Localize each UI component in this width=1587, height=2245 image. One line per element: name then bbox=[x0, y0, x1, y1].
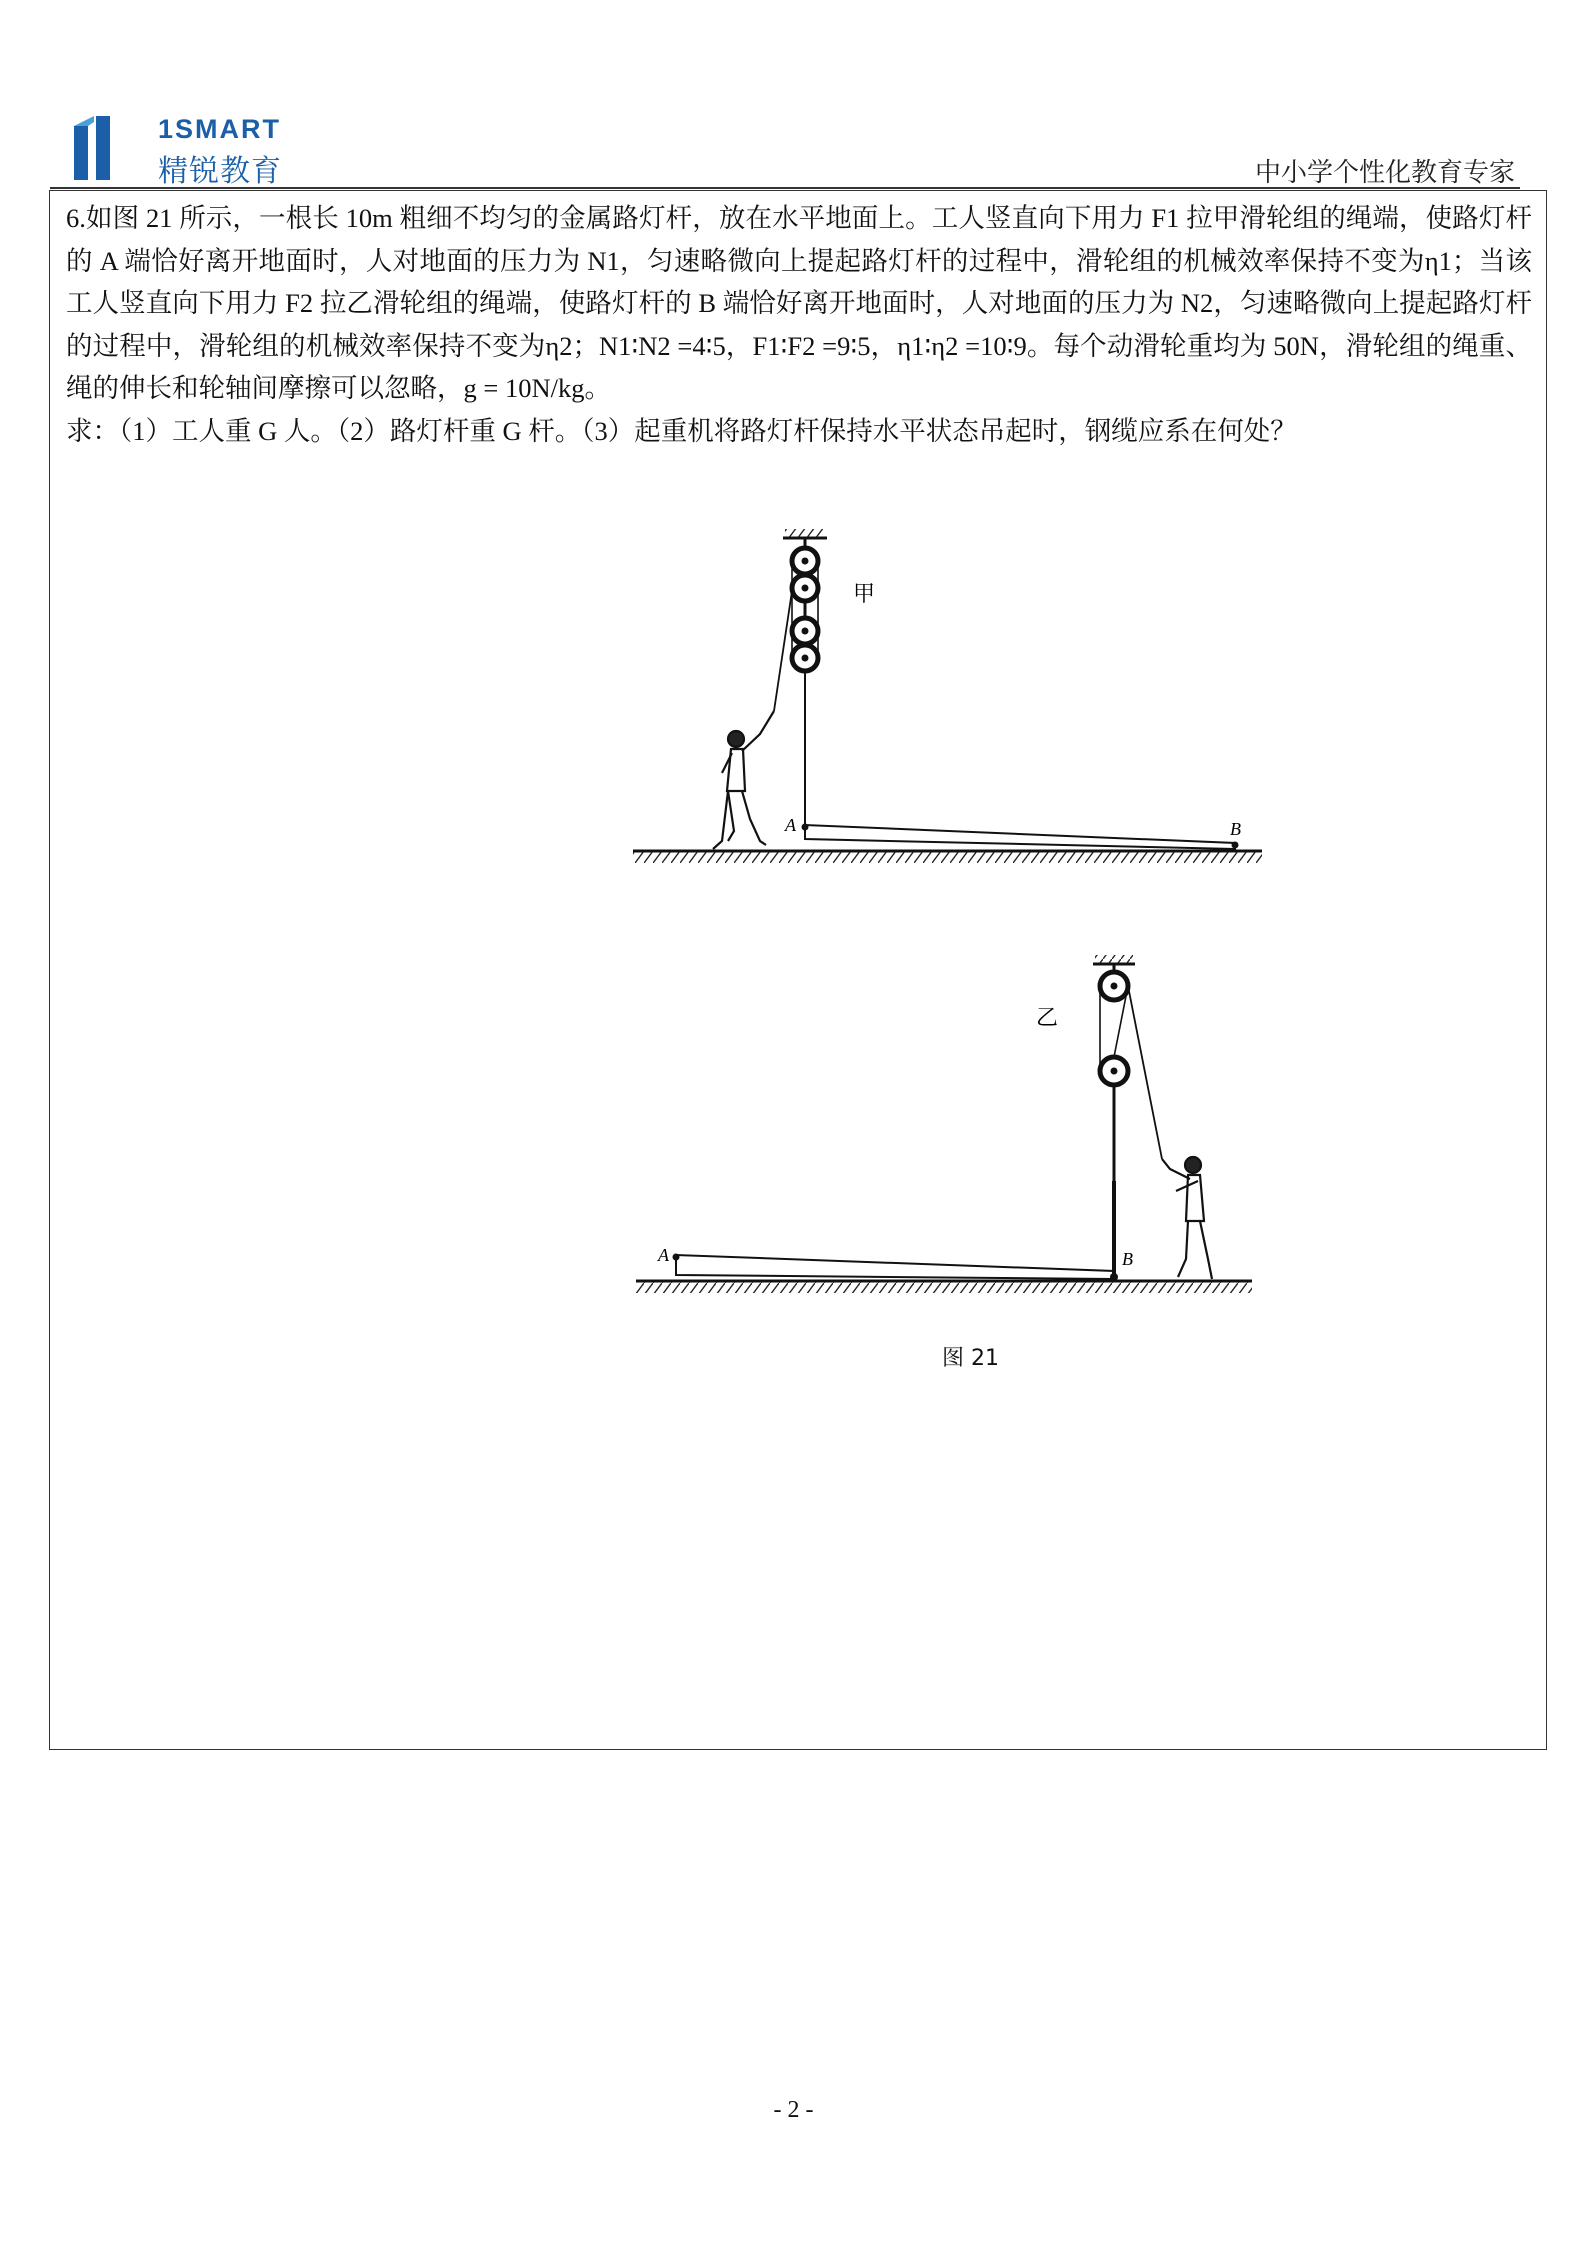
end-b-label-jia: B bbox=[1230, 819, 1241, 839]
logo-mark-icon bbox=[72, 116, 152, 180]
problem-statement: 6.如图 21 所示，一根长 10m 粗细不均匀的金属路灯杆，放在水平地面上。工人竖直向下用力 F1 拉甲滑轮组的绳端，使路灯杆的 A 端恰好离开地面时，人对地面的压力为 N1，匀速略微向上提起路灯杆的过程中，滑轮组的机械效率保持不变为η1；当该工人竖直向下用力 F2 拉乙滑轮组的绳端，使路灯杆的 B 端恰好离开地面时，人对地面的压力为 N2，匀速略微向上提起路灯杆的过程中，滑轮组的机械效率保持不变为η2；N1∶N2 =4∶5，F1∶F2 =9∶5，η1∶η2 =10∶9。每个动滑轮重均为 50N，滑轮组的绳重、绳的伸长和轮轴间摩擦可以忽略，g = 10N/kg。 bbox=[66, 203, 1532, 403]
label-jia: 甲 bbox=[853, 582, 876, 607]
end-a-label-jia: A bbox=[785, 815, 796, 835]
figure-jia bbox=[633, 529, 1262, 863]
end-a-label-yi: A bbox=[658, 1245, 669, 1265]
logo-text-cn: 精锐教育 bbox=[158, 154, 282, 189]
pulley-group-yi bbox=[1100, 972, 1128, 1181]
figure-yi bbox=[636, 955, 1252, 1293]
problem-frame bbox=[49, 190, 1547, 1750]
pulley-group-jia bbox=[792, 548, 818, 671]
end-b-label-yi: B bbox=[1122, 1249, 1133, 1269]
lamp-pole-yi bbox=[673, 1181, 1119, 1281]
figure-caption: 图 21 bbox=[942, 1346, 999, 1371]
worker-yi bbox=[1162, 1157, 1212, 1279]
label-yi: 乙 bbox=[1036, 1006, 1059, 1031]
pulley-figure bbox=[50, 191, 1548, 1751]
lamp-pole-jia bbox=[802, 824, 1239, 850]
problem-questions: 求：（1）工人重 G 人。（2）路灯杆重 G 杆。（3）起重机将路灯杆保持水平状态吊起时，钢缆应系在何处？ bbox=[66, 415, 1297, 446]
logo-text-en: 1SMART bbox=[158, 114, 282, 144]
header-tagline: 中小学个性化教育专家 bbox=[1254, 158, 1515, 188]
page-number: - 2 - bbox=[773, 2097, 814, 2123]
worker-jia bbox=[713, 711, 774, 849]
logo bbox=[72, 112, 332, 189]
header-divider bbox=[50, 187, 1520, 189]
